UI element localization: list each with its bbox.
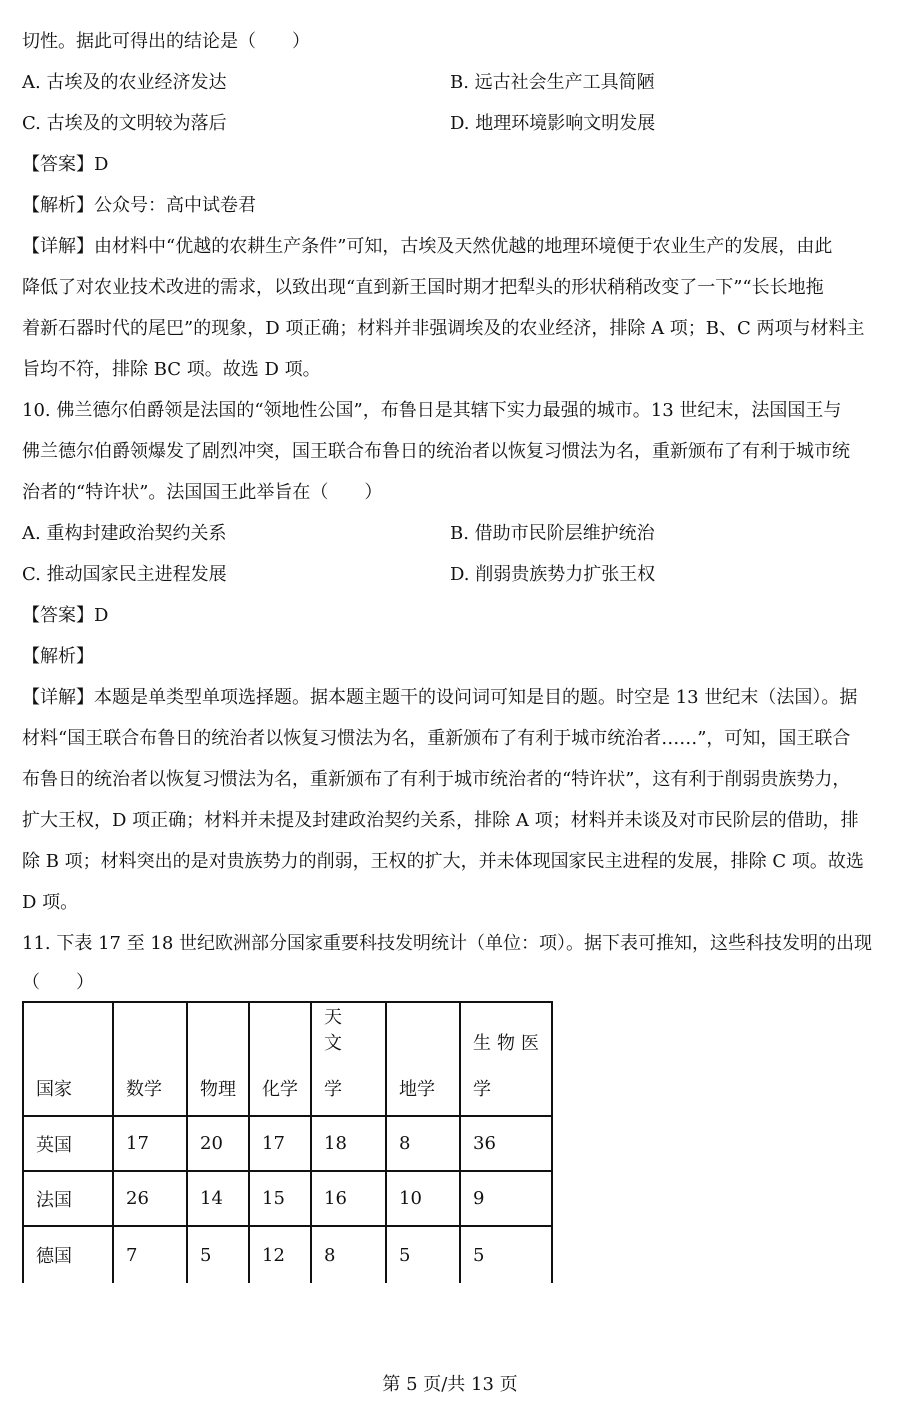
q9-detail-line-2: 降低了对农业技术改进的需求，以致出现“直到新王国时期才把犁头的形状稍稍改变了一下”“长长地拖 (22, 277, 824, 298)
table-cell: 26 (113, 1171, 187, 1226)
q11-stem-line-2: （ ） (22, 972, 94, 993)
table-cell: 5 (187, 1226, 249, 1283)
q9-answer: 【答案】D (22, 154, 109, 175)
q10-detail-line-5: 除 B 项；材料突出的是对贵族势力的削弱，王权的扩大，并未体现国家民主进程的发展，排除 C 项。故选 (22, 851, 864, 872)
q9-option-a: A. 古埃及的农业经济发达 (22, 72, 227, 93)
table-cell: 14 (187, 1171, 249, 1226)
table-cell: 16 (311, 1171, 386, 1226)
table-header-cell: 物理 (187, 1002, 249, 1116)
q10-detail-line-3: 布鲁日的统治者以恢复习惯法为名，重新颁布了有利于城市统治者的“特许状”，这有利于削弱贵族势力， (22, 769, 851, 790)
table-cell: 18 (311, 1116, 386, 1171)
q9-option-c: C. 古埃及的文明较为落后 (22, 113, 227, 134)
table-cell: 英国 (23, 1116, 113, 1171)
table-cell: 36 (460, 1116, 552, 1171)
table-cell: 5 (460, 1226, 552, 1283)
table-cell: 5 (386, 1226, 460, 1283)
q10-detail-line-1: 【详解】本题是单类型单项选择题。据本题主题干的设问词可知是目的题。时空是 13 世纪末（法国）。据 (22, 687, 858, 708)
table-row (23, 1116, 552, 1171)
table-cell: 17 (113, 1116, 187, 1171)
table-cell: 7 (113, 1226, 187, 1283)
table-header-row (23, 1002, 552, 1116)
q10-analysis: 【解析】 (22, 646, 94, 667)
q9-option-b: B. 远古社会生产工具简陋 (450, 72, 655, 93)
table-row (23, 1171, 552, 1226)
q10-option-b: B. 借助市民阶层维护统治 (450, 523, 655, 544)
q10-option-c: C. 推动国家民主进程发展 (22, 564, 227, 585)
q9-detail-line-4: 旨均不符，排除 BC 项。故选 D 项。 (22, 359, 321, 380)
table-cell: 10 (386, 1171, 460, 1226)
table-cell: 20 (187, 1116, 249, 1171)
table-header-cell: 数学 (113, 1002, 187, 1116)
table-cell: 17 (249, 1116, 311, 1171)
q10-stem-line-2: 佛兰德尔伯爵领爆发了剧烈冲突，国王联合布鲁日的统治者以恢复习惯法为名，重新颁布了有利于城市统 (22, 441, 850, 462)
q9-detail-line-1: 【详解】由材料中“优越的农耕生产条件”可知，古埃及天然优越的地理环境便于农业生产的发展，由此 (22, 236, 833, 257)
q10-option-a: A. 重构封建政治契约关系 (22, 523, 227, 544)
table-header-cell: 天文 学 (311, 1002, 386, 1116)
q9-stem-tail: 切性。据此可得出的结论是（ ） (22, 31, 310, 52)
page-footer: 第 5 页/共 13 页 (382, 1374, 518, 1395)
table-cell: 12 (249, 1226, 311, 1283)
table-header-cell: 国家 (23, 1002, 113, 1116)
q9-analysis: 【解析】公众号：高中试卷君 (22, 195, 256, 216)
table-cell: 德国 (23, 1226, 113, 1283)
table-header-cell: 化学 (249, 1002, 311, 1116)
table-cell: 法国 (23, 1171, 113, 1226)
table-cell: 9 (460, 1171, 552, 1226)
table-cell: 8 (386, 1116, 460, 1171)
q10-answer: 【答案】D (22, 605, 109, 626)
q10-stem-line-3: 治者的“特许状”。法国国王此举旨在（ ） (22, 482, 383, 503)
table-header-cell: 生物医 学 (460, 1002, 552, 1116)
q9-detail-line-3: 着新石器时代的尾巴”的现象，D 项正确；材料并非强调埃及的农业经济，排除 A 项；B、C 两项与材料主 (22, 318, 865, 339)
statistics-table (22, 1001, 553, 1283)
q10-detail-line-6: D 项。 (22, 892, 79, 913)
q10-option-d: D. 削弱贵族势力扩张王权 (450, 564, 656, 585)
q11-stem-line-1: 11. 下表 17 至 18 世纪欧洲部分国家重要科技发明统计（单位：项）。据下表可推知，这些科技发明的出现 (22, 933, 873, 954)
table-header-cell: 地学 (386, 1002, 460, 1116)
table-cell: 8 (311, 1226, 386, 1283)
q10-detail-line-2: 材料“国王联合布鲁日的统治者以恢复习惯法为名，重新颁布了有利于城市统治者……”，可知，国王联合 (22, 728, 851, 749)
q10-detail-line-4: 扩大王权，D 项正确；材料并未提及封建政治契约关系，排除 A 项；材料并未谈及对市民阶层的借助，排 (22, 810, 859, 831)
table-row (23, 1226, 552, 1283)
q9-option-d: D. 地理环境影响文明发展 (450, 113, 656, 134)
table-cell: 15 (249, 1171, 311, 1226)
q10-stem-line-1: 10. 佛兰德尔伯爵领是法国的“领地性公国”，布鲁日是其辖下实力最强的城市。13 世纪末，法国国王与 (22, 400, 842, 421)
